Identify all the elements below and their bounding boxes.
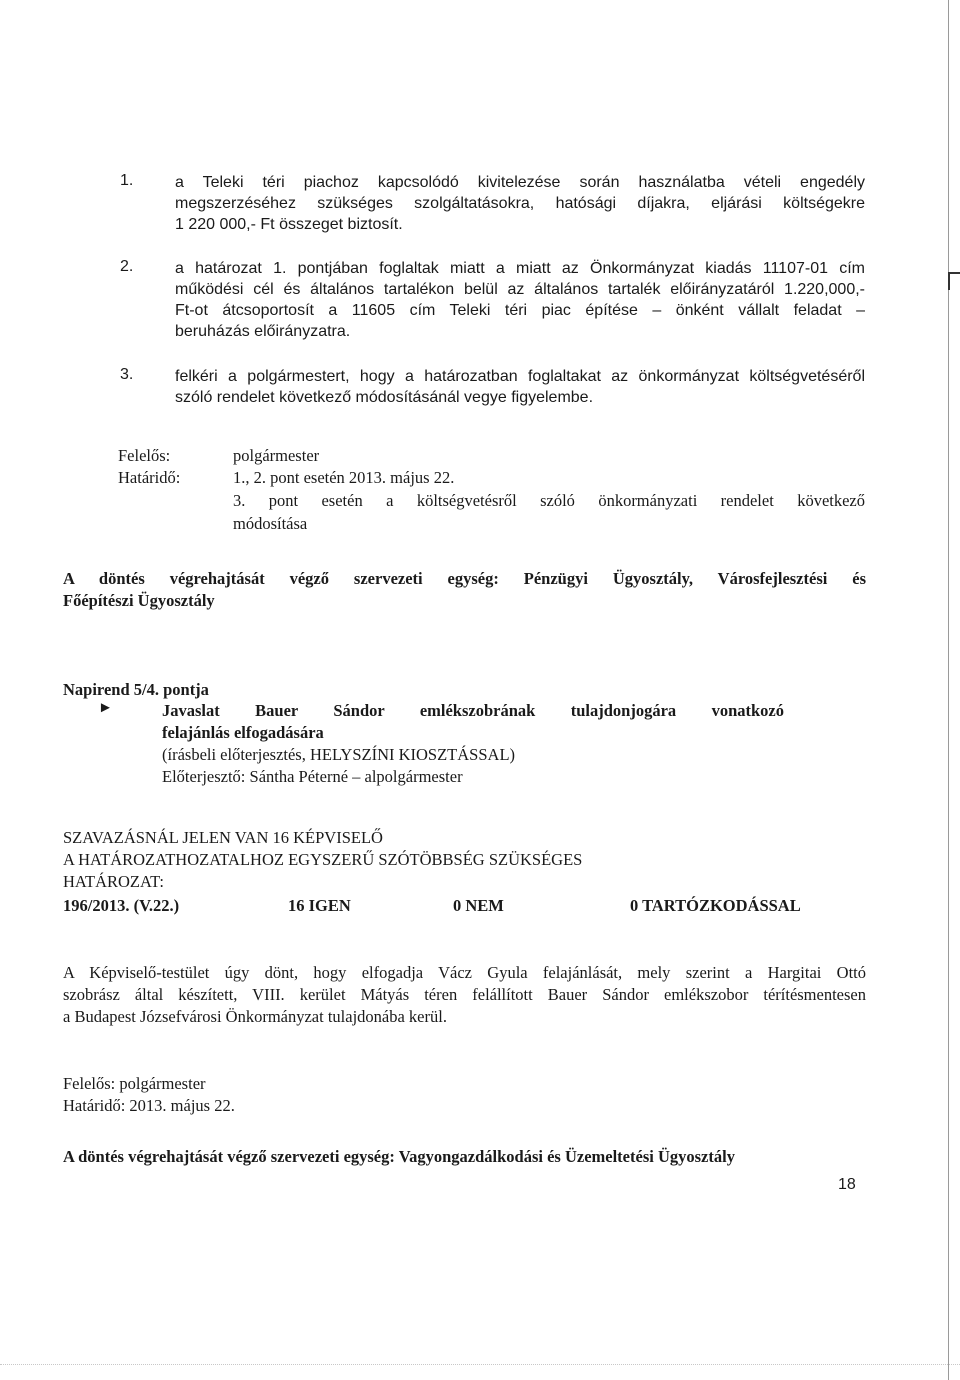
executor-unit-1 <box>63 568 866 612</box>
item-text <box>175 258 865 342</box>
decision-text <box>63 962 866 1028</box>
deadline-value-1: 1., 2. pont esetén 2013. május 22. <box>233 468 455 487</box>
agenda-proposal <box>162 700 784 788</box>
scan-mark <box>948 272 960 290</box>
item-text <box>175 366 865 408</box>
responsible-line: Felelős: polgármester <box>63 1074 206 1093</box>
responsible-value: polgármester <box>233 446 320 465</box>
agenda-heading: Napirend 5/4. pontja <box>63 680 209 699</box>
bullet-arrow-icon: ► <box>98 700 113 716</box>
item-text <box>175 172 865 235</box>
deadline-label: Határidő: <box>118 468 181 487</box>
vote-abstain: 0 TARTÓZKODÁSSAL <box>630 896 801 915</box>
item-line: a határozat 1. pontjában foglaltak miatt a miatt az Önkormányzat kiadás 11107-01 cím <box>175 260 865 277</box>
item-line: szóló rendelet következő módosításánál vegye figyelembe. <box>175 389 594 406</box>
item-number: 2. <box>120 258 134 275</box>
executor-line: Főépítészi Ügyosztály <box>63 591 215 610</box>
vote-yes: 16 IGEN <box>288 896 351 915</box>
executor-unit-2: A döntés végrehajtását végző szervezeti egység: Vagyongazdálkodási és Üzemeltetési Ügyosztály <box>63 1147 735 1166</box>
decision-line: a Budapest Józsefvárosi Önkormányzat tulajdonába kerül. <box>63 1007 447 1026</box>
executor-line: A döntés végrehajtását végző szervezeti egység: Pénzügyi Ügyosztály, Városfejlesztési és <box>63 569 866 588</box>
responsible-label: Felelős: <box>118 446 171 465</box>
page-number: 18 <box>838 1176 856 1193</box>
deadline-line: Határidő: 2013. május 22. <box>63 1096 235 1115</box>
scan-edge <box>0 1364 960 1366</box>
item-line: Ft-ot átcsoportosít a 11605 cím Teleki téri piac építése – önként vállalt feladat – <box>175 302 865 319</box>
deadline-value-3: módosítása <box>233 514 308 533</box>
item-line: működési cél és általános tartalékon belül az általános tartalék előirányzatáról 1.220,000,- <box>175 281 865 298</box>
vote-no: 0 NEM <box>453 896 504 915</box>
proposal-note: (írásbeli előterjesztés, HELYSZÍNI KIOSZTÁSSAL) <box>162 745 516 764</box>
item-line: felkéri a polgármestert, hogy a határozatban foglaltakat az önkormányzat költségvetéséről <box>175 368 865 385</box>
item-number: 1. <box>120 172 134 189</box>
proposal-presenter: Előterjesztő: Sántha Péterné – alpolgármester <box>162 767 463 786</box>
vote-info <box>63 827 582 893</box>
responsibility-2 <box>63 1073 235 1117</box>
vote-majority: A HATÁROZATHOZATALHOZ EGYSZERŰ SZÓTÖBBSÉG SZÜKSÉGES <box>63 850 583 869</box>
item-number: 3. <box>120 366 134 383</box>
decision-line: szobrász által készített, VIII. kerület Mátyás téren felállított Bauer Sándor emlékszobor térítésmentesen <box>63 985 866 1004</box>
proposal-title-line: felajánlás elfogadására <box>162 723 324 742</box>
item-line: a Teleki téri piachoz kapcsolódó kivitelezése során használatba vételi engedély <box>175 174 865 191</box>
decision-line: A Képviselő-testület úgy dönt, hogy elfogadja Vácz Gyula felajánlását, mely szerint a Hargitai Ottó <box>63 963 866 982</box>
item-line: beruházás előirányzatra. <box>175 323 351 340</box>
proposal-title-line: Javaslat Bauer Sándor emlékszobrának tulajdonjogára vonatkozó <box>162 701 784 720</box>
vote-attendance: SZAVAZÁSNÁL JELEN VAN 16 KÉPVISELŐ <box>63 828 383 847</box>
deadline-line: 3. pont esetén a költségvetésről szóló önkormányzati rendelet következő <box>233 491 865 510</box>
page-edge-line <box>948 0 949 1380</box>
resolution-label: HATÁROZAT: <box>63 872 164 891</box>
item-line: megszerzéséhez szükséges szolgáltatásokra, hatósági díjakra, eljárási költségekre <box>175 195 865 212</box>
resolution-number: 196/2013. (V.22.) <box>63 896 180 915</box>
deadline-value-2 <box>233 491 865 511</box>
item-line: 1 220 000,- Ft összeget biztosít. <box>175 216 403 233</box>
